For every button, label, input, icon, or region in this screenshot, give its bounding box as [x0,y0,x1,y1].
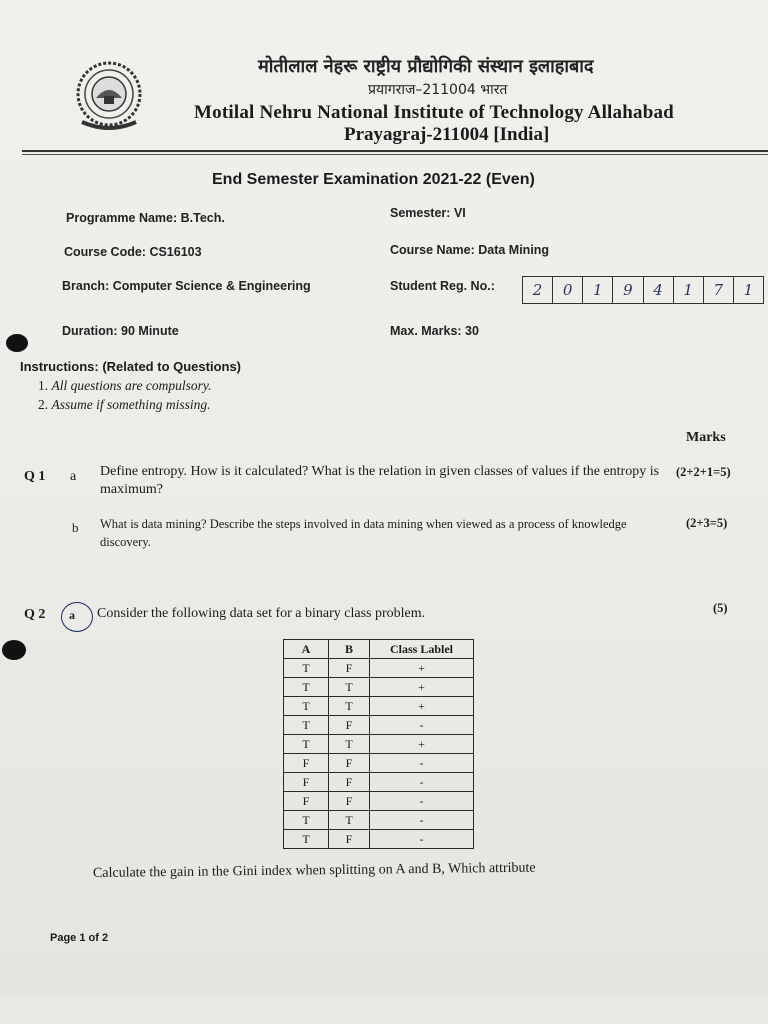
reg-digit: 9 [613,277,643,303]
dataset-table [283,639,474,849]
programme-field [66,211,225,225]
branch-label: Branch: [62,279,110,293]
course-code-label: Course Code: [64,245,146,259]
exam-title: End Semester Examination 2021-22 (Even) [212,171,535,188]
reg-digit: 0 [553,277,583,303]
table-cell: F [329,830,370,849]
table-cell: + [370,735,474,754]
table-cell: F [284,773,329,792]
table-row [284,773,474,792]
column-header: A [284,640,329,659]
duration-label: Duration: [62,324,118,338]
table-cell: + [370,697,474,716]
course-code-value: CS16103 [149,245,202,259]
handwritten-circle-mark [61,602,93,632]
table-cell: T [329,678,370,697]
page-number: Page 1 of 2 [50,932,109,944]
table-cell: F [329,773,370,792]
table-row [284,754,474,773]
punch-hole-bottom [2,640,26,660]
table-cell: T [284,811,329,830]
table-cell: F [329,716,370,735]
question-2-number: Q 2 [24,607,46,622]
table-cell: - [370,716,474,735]
table-row [284,830,474,849]
question-1-number: Q 1 [24,469,46,484]
table-cell: F [329,659,370,678]
duration-field [62,324,179,338]
course-code-field [64,245,202,259]
table-cell: + [370,659,474,678]
institute-address: Prayagraj-211004 [India] [344,124,550,145]
question-1a-marks: (2+2+1=5) [676,465,731,479]
table-cell: F [329,792,370,811]
institute-name: Motilal Nehru National Institute of Technology Allahabad [194,102,674,123]
table-row [284,792,474,811]
table-cell: - [370,830,474,849]
question-2a-continuation: Calculate the gain in the Gini index when splitting on A and B, Which attribute [92,860,536,881]
instruction-item: 1. All questions are compulsory. [38,378,212,393]
reg-no-label: Student Reg. No.: [390,279,495,293]
table-cell: - [370,773,474,792]
max-marks-label: Max. Marks: [390,324,462,338]
reg-digit: 4 [644,277,674,303]
reg-digit: 1 [674,277,704,303]
course-name-label: Course Name: [390,243,475,257]
table-row [284,659,474,678]
reg-no-box [522,276,764,304]
reg-digit: 1 [583,277,613,303]
table-cell: T [284,697,329,716]
table-cell: T [329,811,370,830]
table-cell: T [284,830,329,849]
question-2a-marks: (5) [713,601,728,615]
institute-logo [74,60,144,134]
table-cell: F [329,754,370,773]
branch-value: Computer Science & Engineering [112,279,311,293]
table-cell: + [370,678,474,697]
question-1a-label: a [70,469,77,484]
instructions-heading: Instructions: (Related to Questions) [20,359,242,374]
column-header: B [329,640,370,659]
max-marks-value: 30 [465,324,479,338]
course-name-field [390,243,549,257]
table-row [284,697,474,716]
table-cell: T [329,697,370,716]
question-2a-label: a [69,608,75,622]
table-row [284,716,474,735]
table-row [284,678,474,697]
table-row [284,811,474,830]
header-divider [22,150,768,152]
marks-heading: Marks [686,430,726,445]
table-cell: - [370,792,474,811]
programme-label: Programme Name: [66,211,178,225]
institute-address-hindi: प्रयागराज–211004 भारत [368,82,508,98]
table-cell: T [284,659,329,678]
punch-hole-top [6,334,28,352]
question-1a-text: Define entropy. How is it calculated? What is the relation in given classes of values if the entropy is maximum? [100,464,660,497]
semester-field [390,206,466,220]
table-cell: - [370,811,474,830]
table-cell: - [370,754,474,773]
table-cell: T [329,735,370,754]
table-row [284,735,474,754]
question-2a-text: Consider the following data set for a binary class problem. [97,606,426,621]
max-marks-field [390,324,479,338]
question-1b-marks: (2+3=5) [686,516,728,530]
branch-field [62,279,311,293]
table-cell: T [284,735,329,754]
reg-digit: 1 [743,281,754,299]
semester-value: VI [453,206,466,220]
reg-digit: 7 [704,277,734,303]
header-divider-thin [22,154,768,155]
table-cell: F [284,754,329,773]
table-cell: T [284,716,329,735]
instruction-item: 2. Assume if something missing. [38,397,211,412]
question-1b-label: b [72,520,79,535]
semester-label: Semester: [390,206,451,220]
table-header-row [284,640,474,659]
table-cell: F [284,792,329,811]
column-header: Class Lablel [370,640,474,659]
question-1b-text: What is data mining? Describe the steps involved in data mining when viewed as a process of knowledge discovery. [100,517,627,549]
programme-value: B.Tech. [180,211,225,225]
course-name-value: Data Mining [478,243,550,257]
duration-value: 90 Minute [121,324,179,338]
reg-digit: 2 [523,277,553,303]
institute-name-hindi: मोतीलाल नेहरू राष्ट्रीय प्रौद्योगिकी संस्थान इलाहाबाद [258,56,594,77]
table-cell: T [284,678,329,697]
